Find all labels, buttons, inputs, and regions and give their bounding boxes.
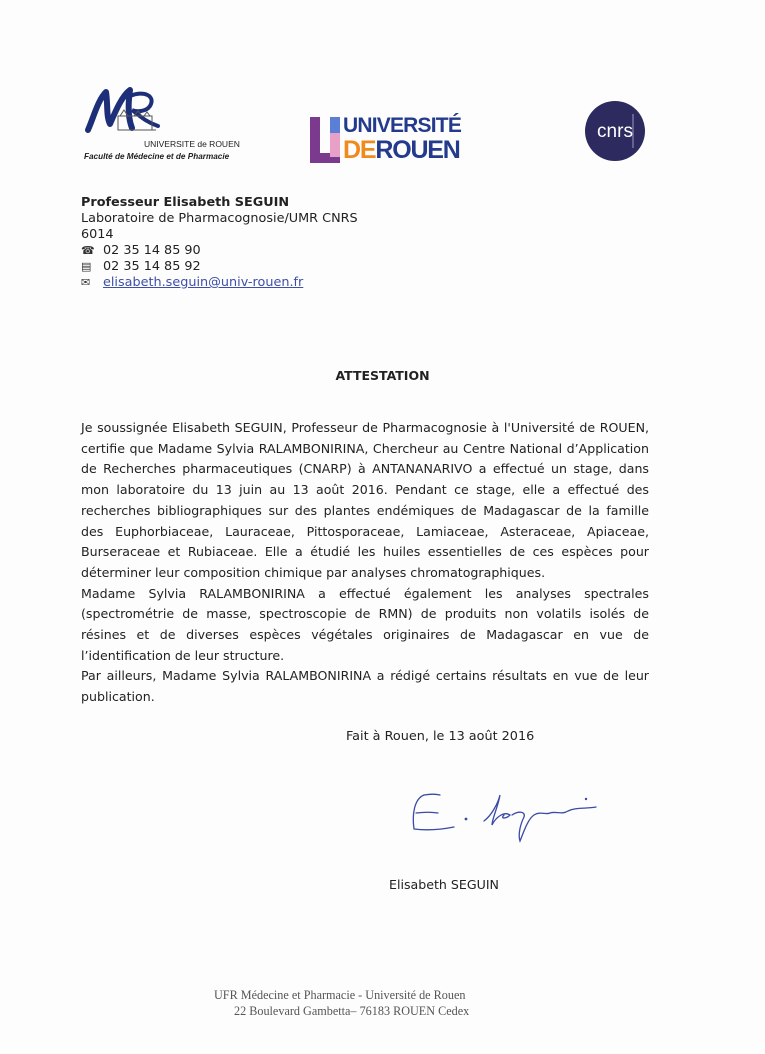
email-row: [81, 275, 358, 291]
envelope-icon: ✉: [81, 276, 91, 289]
sender-name: Professeur Elisabeth SEGUIN: [81, 195, 290, 210]
faculty-logo-faculty-text: Faculté de Médecine et de Pharmacie: [84, 152, 230, 161]
footer-line-1: UFR Médecine et Pharmacie - Université de Rouen: [214, 988, 466, 1002]
sender-lab-line-1: Laboratoire de Pharmacognosie/UMR CNRS: [81, 211, 358, 226]
cnrs-logo: [584, 100, 646, 162]
universite-rouen-logo: [309, 113, 462, 169]
body-paragraph-2: Madame Sylvia RALAMBONIRINA a effectué également les analyses spectrales (spectrométrie de masse, spectroscopie de RMN) de produits non volatils isolés de résines et de diverses espèces végétales originaires de Madagascar en vue de l’identification de leur structure.: [81, 585, 649, 663]
phone-number: 02 35 14 85 90: [103, 243, 201, 258]
email-link[interactable]: elisabeth.seguin@univ-rouen.fr: [103, 275, 304, 290]
logo-de-word: DE: [343, 136, 376, 164]
faculty-logo-university-text: UNIVERSITE de ROUEN: [144, 139, 240, 149]
fax-row: [81, 259, 358, 275]
handwritten-signature: [400, 785, 610, 845]
signer-name: Elisabeth SEGUIN: [389, 877, 499, 892]
logo-universite-word: UNIVERSITÉ: [343, 114, 462, 137]
telephone-icon: ☎: [81, 244, 95, 257]
footer-line-2: 22 Boulevard Gambetta– 76183 ROUEN Cedex: [234, 1004, 470, 1018]
attestation-body: [81, 418, 649, 708]
u-shape-icon: [309, 117, 341, 163]
phone-row: [81, 243, 358, 259]
cnrs-logo-text: cnrs: [597, 121, 633, 142]
cnrs-circle-icon: [584, 100, 646, 162]
logo-rouen-word: ROUEN: [375, 136, 460, 164]
faculty-logo: [84, 86, 274, 166]
logo-de-rouen-word: [343, 137, 460, 163]
mr-monogram-icon: [84, 86, 164, 142]
sender-contact-block: [81, 195, 358, 291]
place-and-date: Fait à Rouen, le 13 août 2016: [346, 729, 535, 744]
sender-lab-line-2: 6014: [81, 227, 114, 242]
document-title: ATTESTATION: [335, 368, 430, 383]
fax-number: 02 35 14 85 92: [103, 259, 201, 274]
body-paragraph-3: Par ailleurs, Madame Sylvia RALAMBONIRINA a rédigé certains résultats en vue de leur publication.: [81, 668, 649, 705]
body-paragraph-1: Je soussignée Elisabeth SEGUIN, Professeur de Pharmacognosie à l'Université de ROUEN, certifie que Madame Sylvia RALAMBONIRINA, Chercheur au Centre National d’Application de Recherches pharmaceutiques (CNARP) à ANTANANARIVO a effectué un stage, dans mon laboratoire du 13 juin au 13 août 2016. Pendant ce stage, elle a effectué des recherches bibliographiques sur des plantes endémiques de Madagascar de la famille des Euphorbiaceae, Lauraceae, Pittosporaceae, Lamiaceae, Asteraceae, Apiaceae, Burseraceae et Rubiaceae. Elle a étudié les huiles essentielles de ces espèces pour déterminer leur composition chimique par analyses chromatographiques.: [81, 420, 649, 580]
fax-icon: ▤: [81, 260, 92, 273]
